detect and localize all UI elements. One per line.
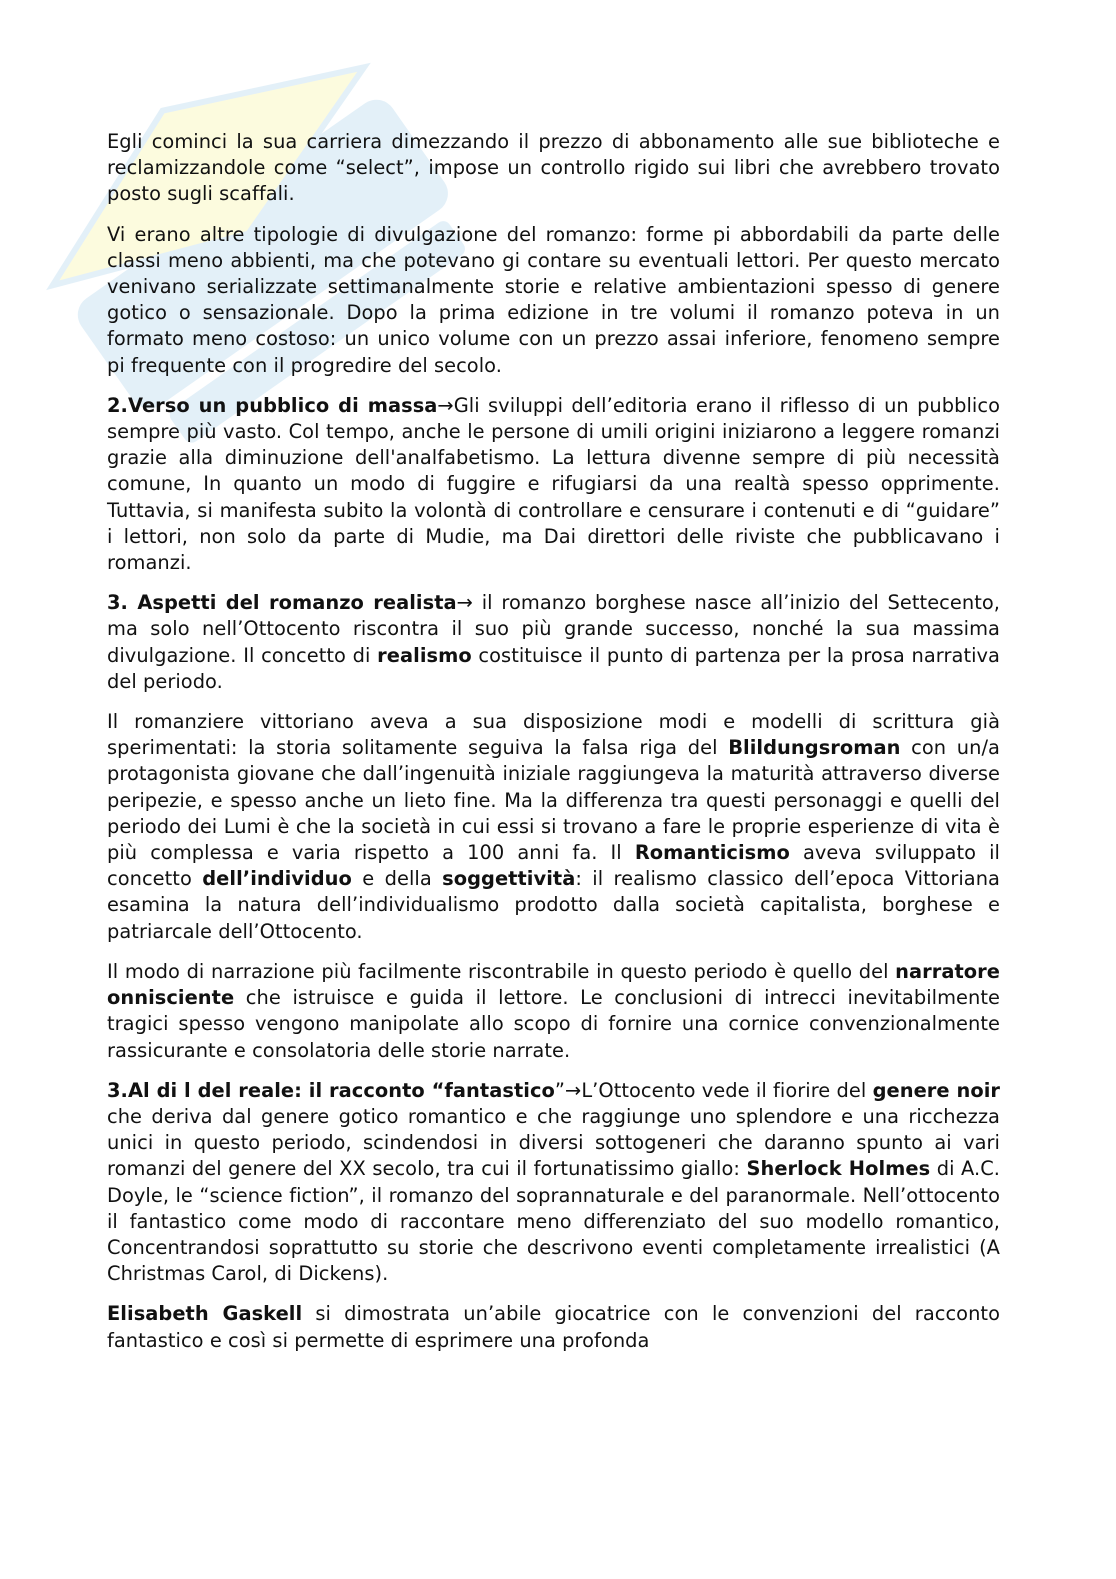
bold-term: Sherlock Holmes <box>746 1157 931 1181</box>
paragraph-narrazione <box>107 959 1000 1064</box>
paragraph-gaskell <box>107 1301 1000 1353</box>
paragraph-text: e della <box>351 867 443 891</box>
bold-term: soggettività <box>442 867 576 891</box>
paragraph-text: Il modo di narrazione più facilmente riscontrabile in questo periodo è quello del <box>107 959 896 983</box>
paragraph-text: Gli sviluppi dell’editoria erano il riflesso di un pubblico sempre più vasto. Col tempo, anche le persone di umili origini iniziarono a leggere romanzi grazie alla diminuzione dell'analfabetismo. La lettura divenne sempre di più necessità comune, In quanto un modo di fuggire e rifugiarsi da una realtà spesso opprimente. Tuttavia, si manifesta subito la volontà di controllare e censurare i contenuti e di “guidare” i lettori, non solo da parte di Mudie, ma Dai direttori delle riviste che pubblicavano i romanzi. <box>107 393 1000 575</box>
section-heading: 3.Al di l del reale: il racconto “fantastico <box>107 1078 555 1102</box>
paragraph-1 <box>107 129 1000 208</box>
paragraph-text: : il realismo classico dell’epoca Vittoriana esamina la natura dell’individualismo prodotto dalla società capitalista, borghese e patriarcale dell’Ottocento. <box>107 867 1000 943</box>
arrow-icon: → <box>565 1078 582 1102</box>
bold-term: realismo <box>377 643 472 667</box>
bold-term: Blildungsroman <box>728 736 901 760</box>
arrow-icon: → <box>437 393 454 417</box>
paragraph-romanziere <box>107 709 1000 945</box>
paragraph-text: il romanzo borghese nasce all’inizio del Settecento, ma solo nell’Ottocento riscontra il suo più grande successo, nonché la sua massima divulgazione. Il concetto di <box>107 591 1000 667</box>
bold-term: genere noir <box>872 1078 1000 1102</box>
section-verso-pubblico <box>107 393 1000 576</box>
paragraph-text: aveva sviluppato il concetto <box>107 841 1000 891</box>
paragraph-text: con un/a protagonista giovane che dall’ingenuità iniziale raggiungeva la maturità attraverso diverse peripezie, e spesso anche un lieto fine. Ma la differenza tra questi personaggi e quelli del periodo dei Lumi è che la società in cui essi si trovano a fare le proprie esperienze di vita è più complessa e varia rispetto a 100 anni fa. Il <box>107 736 1000 865</box>
section-aspetti-romanzo <box>107 590 1000 695</box>
bold-term: Romanticismo <box>634 841 790 865</box>
paragraph-2 <box>107 222 1000 379</box>
paragraph-text: si dimostrata un’abile giocatrice con le convenzioni del racconto fantastico e così si permette di esprimere una profonda <box>107 1302 1000 1352</box>
paragraph-2-text: Vi erano altre tipologie di divulgazione del romanzo: forme pi abbordabili da parte delle classi meno abbienti, ma che potevano gi contare su eventuali lettori. Per questo mercato venivano serializzate settimanalmente storie e relative ambientazioni spesso di genere gotico o sensazionale. Dopo la prima edizione in tre volumi il romanzo poteva in un formato meno costoso: un unico volume con un prezzo assai inferiore, fenomeno sempre pi frequente con il progredire del secolo. <box>107 222 1000 377</box>
paragraph-text: Il romanziere vittoriano aveva a sua disposizione modi e modelli di scrittura già sperimentati: la storia solitamente seguiva la falsa riga del <box>107 710 1000 760</box>
paragraph-text: di A.C. Doyle, le “science fiction”, il romanzo del soprannaturale e del paranormale. Nell’ottocento il fantastico come modo di raccontare meno differenziato del suo modello romantico, Concentrandosi soprattutto su storie che descrivono eventi completamente irrealistici (A Christmas Carol, di Dickens). <box>107 1157 1001 1286</box>
paragraph-1-text: Egli cominci la sua carriera dimezzando il prezzo di abbonamento alle sue biblioteche e reclamizzandole come “select”, impose un controllo rigido sui libri che avrebbero trovato posto sugli scaffali. <box>107 130 1000 206</box>
bold-term: dell’individuo <box>202 867 352 891</box>
paragraph-text: costituisce il punto di partenza per la prosa narrativa del periodo. <box>107 643 1000 693</box>
paragraph-text: che deriva dal genere gotico romantico e che raggiunge uno splendore e una ricchezza unici in questo periodo, scindendosi in diversi sottogeneri che daranno spunto ai vari romanzi del genere del XX secolo, tra cui il fortunatissimo giallo: <box>107 1104 1000 1181</box>
section-heading: 2.Verso un pubblico di massa <box>107 393 438 417</box>
bold-term: narratore onnisciente <box>107 959 1000 1010</box>
document-page <box>107 129 1000 1368</box>
bold-term: Elisabeth Gaskell <box>107 1302 303 1326</box>
paragraph-text: L’Ottocento vede il fiorire del <box>581 1078 873 1102</box>
closing-quote: ” <box>554 1078 565 1102</box>
section-heading: 3. Aspetti del romanzo realista <box>107 591 457 615</box>
section-fantastico <box>107 1078 1000 1288</box>
paragraph-text: che istruisce e guida il lettore. Le conclusioni di intrecci inevitabilmente tragici spesso vengono manipolate allo scopo di fornire una cornice convenzionalmente rassicurante e consolatoria delle storie narrate. <box>107 986 1000 1062</box>
arrow-icon: → <box>456 591 473 615</box>
